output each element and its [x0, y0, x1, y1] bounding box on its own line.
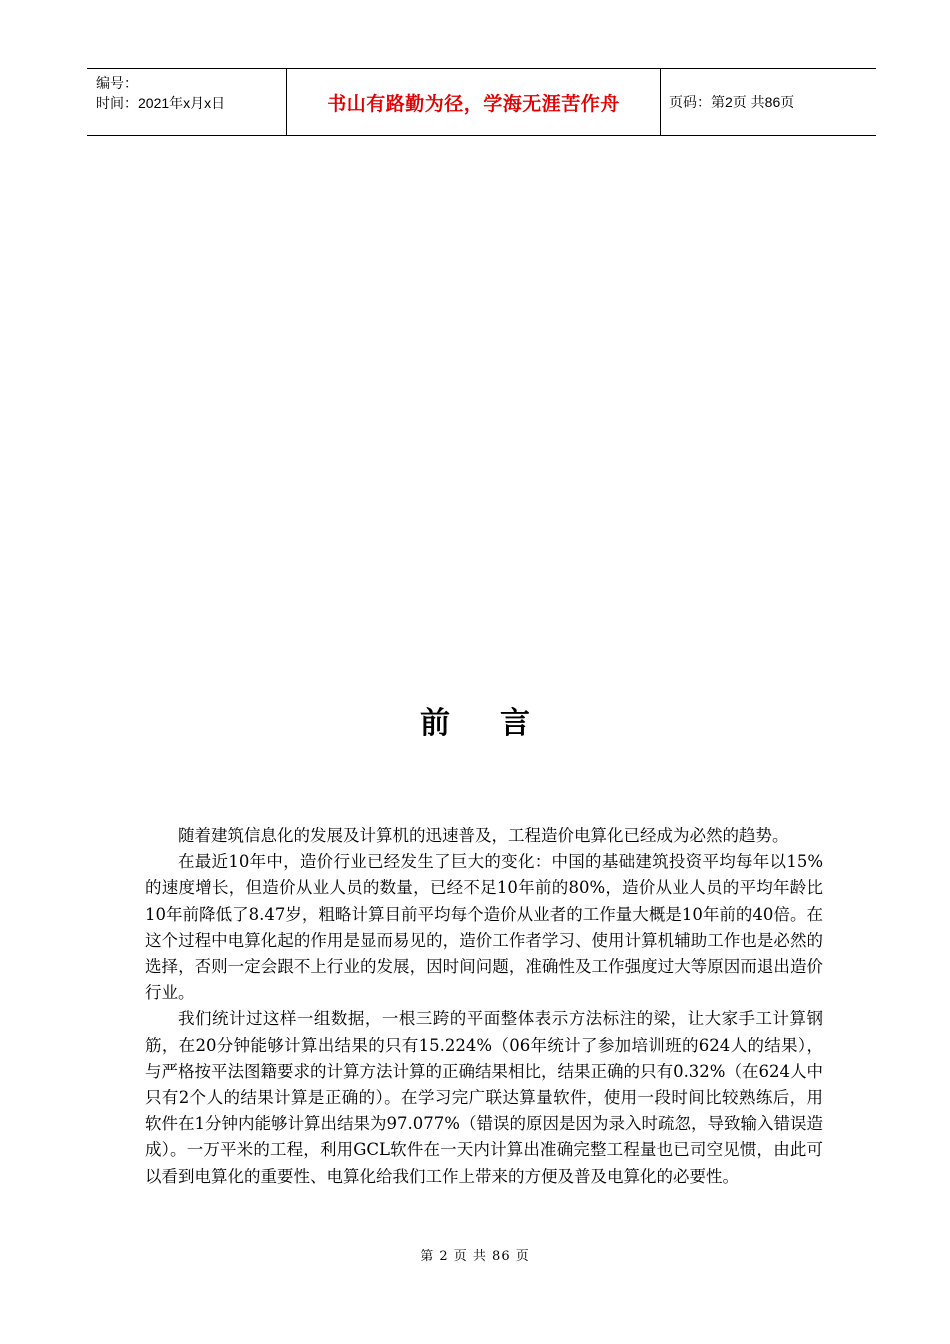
header-code-label: 编号： [96, 75, 138, 91]
paragraph: 我们统计过这样一组数据，一根三跨的平面整体表示方法标注的梁，让大家手工计算钢筋，在20分钟能够计算出结果的只有15.224%（06年统计了参加培训班的624人的结果），与严格按平法图籍要求的计算方法计算的正确结果相比，结果正确的只有0.32%（在624人中只有2个人的结果计算是正确的）。在学习完广联达算量软件，使用一段时间比较熟练后，用软件在1分钟内能够计算出结果为97.077%（错误的原因是因为录入时疏忽，导致输入错误造成）。一万平米的工程，利用GCL软件在一天内计算出准确完整工程量也已司空见惯，由此可以看到电算化的重要性、电算化给我们工作上带来的方便及普及电算化的必要性。 [145, 1009, 823, 1186]
paragraph: 随着建筑信息化的发展及计算机的迅速普及，工程造价电算化已经成为必然的趋势。 [178, 826, 789, 845]
page-footer: 第 2 页 共 86 页 [420, 1249, 530, 1264]
body-text [145, 823, 823, 1190]
header-motto: 书山有路勤为径，学海无涯苦作舟 [287, 69, 661, 135]
header-page-info: 页码：第2页 共86页 [669, 94, 795, 110]
header-time-label: 时间：2021年x月x日 [96, 95, 226, 111]
page-title: 前言 [420, 706, 580, 741]
paragraph: 在最近10年中，造价行业已经发生了巨大的变化：中国的基础建筑投资平均每年以15%的速度增长，但造价从业人员的数量，已经不足10年前的80%，造价从业人员的平均年龄比10年前降低了8.47岁，粗略计算目前平均每个造价从业者的工作量大概是10年前的40倍。在这个过程中电算化起的作用是显而易见的，造价工作者学习、使用计算机辅助工作也是必然的选择，否则一定会跟不上行业的发展，因时间问题，准确性及工作强度过大等原因而退出造价行业。 [145, 852, 823, 1003]
document-header [87, 68, 876, 136]
header-meta-cell [87, 69, 287, 135]
